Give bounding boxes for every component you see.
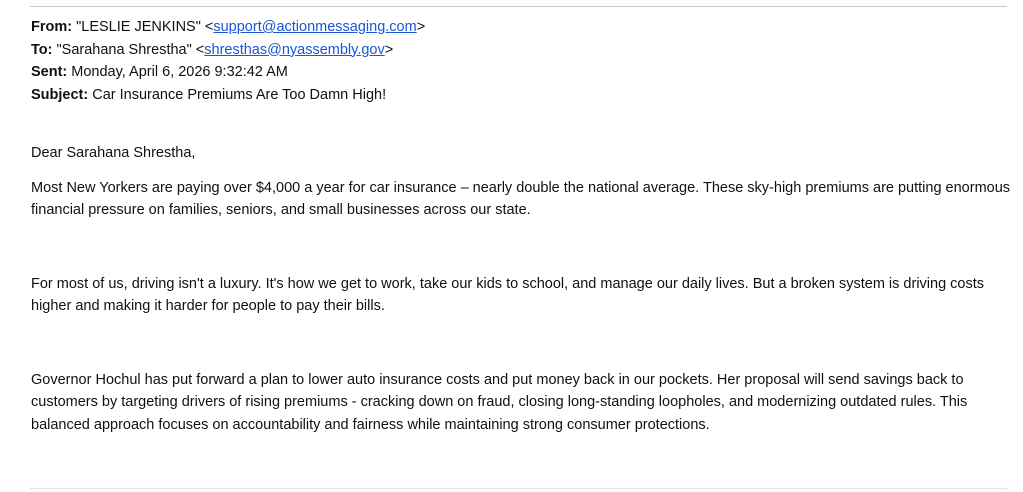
paragraph-spacer xyxy=(31,222,1011,273)
to-email-open-bracket: < xyxy=(195,41,205,58)
from-email-close-bracket: > xyxy=(416,19,426,35)
body-paragraph: Most New Yorkers are paying over $4,000 a year for car insurance – nearly double the national average. These sky-high premiums are putting enormous financial pressure on families, seniors, and small businesses across our state. xyxy=(31,179,1011,218)
paragraph-spacer xyxy=(31,318,1011,369)
to-label: To: xyxy=(31,41,53,58)
to-email-close-bracket: > xyxy=(384,41,394,58)
body-paragraph: Governor Hochul has put forward a plan to lower auto insurance costs and put money back in our pockets. Her proposal will send savings back to customers by targeting drivers of rising premiums - cracking down on fraud, closing long-standing loopholes, and modernizing outdated rules. This balanced approach focuses on accountability and fairness while maintaining strong consumer protections. xyxy=(31,371,968,433)
from-name: "LESLIE JENKINS" xyxy=(76,19,201,35)
email-header xyxy=(31,16,425,106)
body-paragraph: For most of us, driving isn't a luxury. It's how we get to work, take our kids to school, and manage our daily lives. But a broken system is driving costs higher and making it harder for people to pay their bills. xyxy=(31,275,985,314)
subject-value: Car Insurance Premiums Are Too Damn High! xyxy=(92,86,387,103)
from-email-link[interactable]: support@actionmessaging.com xyxy=(213,19,417,35)
sent-value: Monday, April 6, 2026 9:32:42 AM xyxy=(71,64,288,80)
subject-row xyxy=(31,84,425,107)
subject-label: Subject: xyxy=(31,86,89,103)
greeting: Dear Sarahana Shrestha, xyxy=(31,145,196,161)
email-body xyxy=(31,142,1011,436)
to-name: "Sarahana Shrestha" xyxy=(56,41,192,58)
to-email-link[interactable]: shresthas@nyassembly.gov xyxy=(204,41,385,58)
from-email-open-bracket: < xyxy=(204,19,214,35)
from-label: From: xyxy=(31,19,73,35)
sent-row xyxy=(31,61,425,84)
sent-label: Sent: xyxy=(31,64,68,80)
from-row xyxy=(31,16,425,39)
top-divider xyxy=(30,6,1007,7)
bottom-divider xyxy=(30,488,1007,489)
to-row xyxy=(31,39,425,62)
